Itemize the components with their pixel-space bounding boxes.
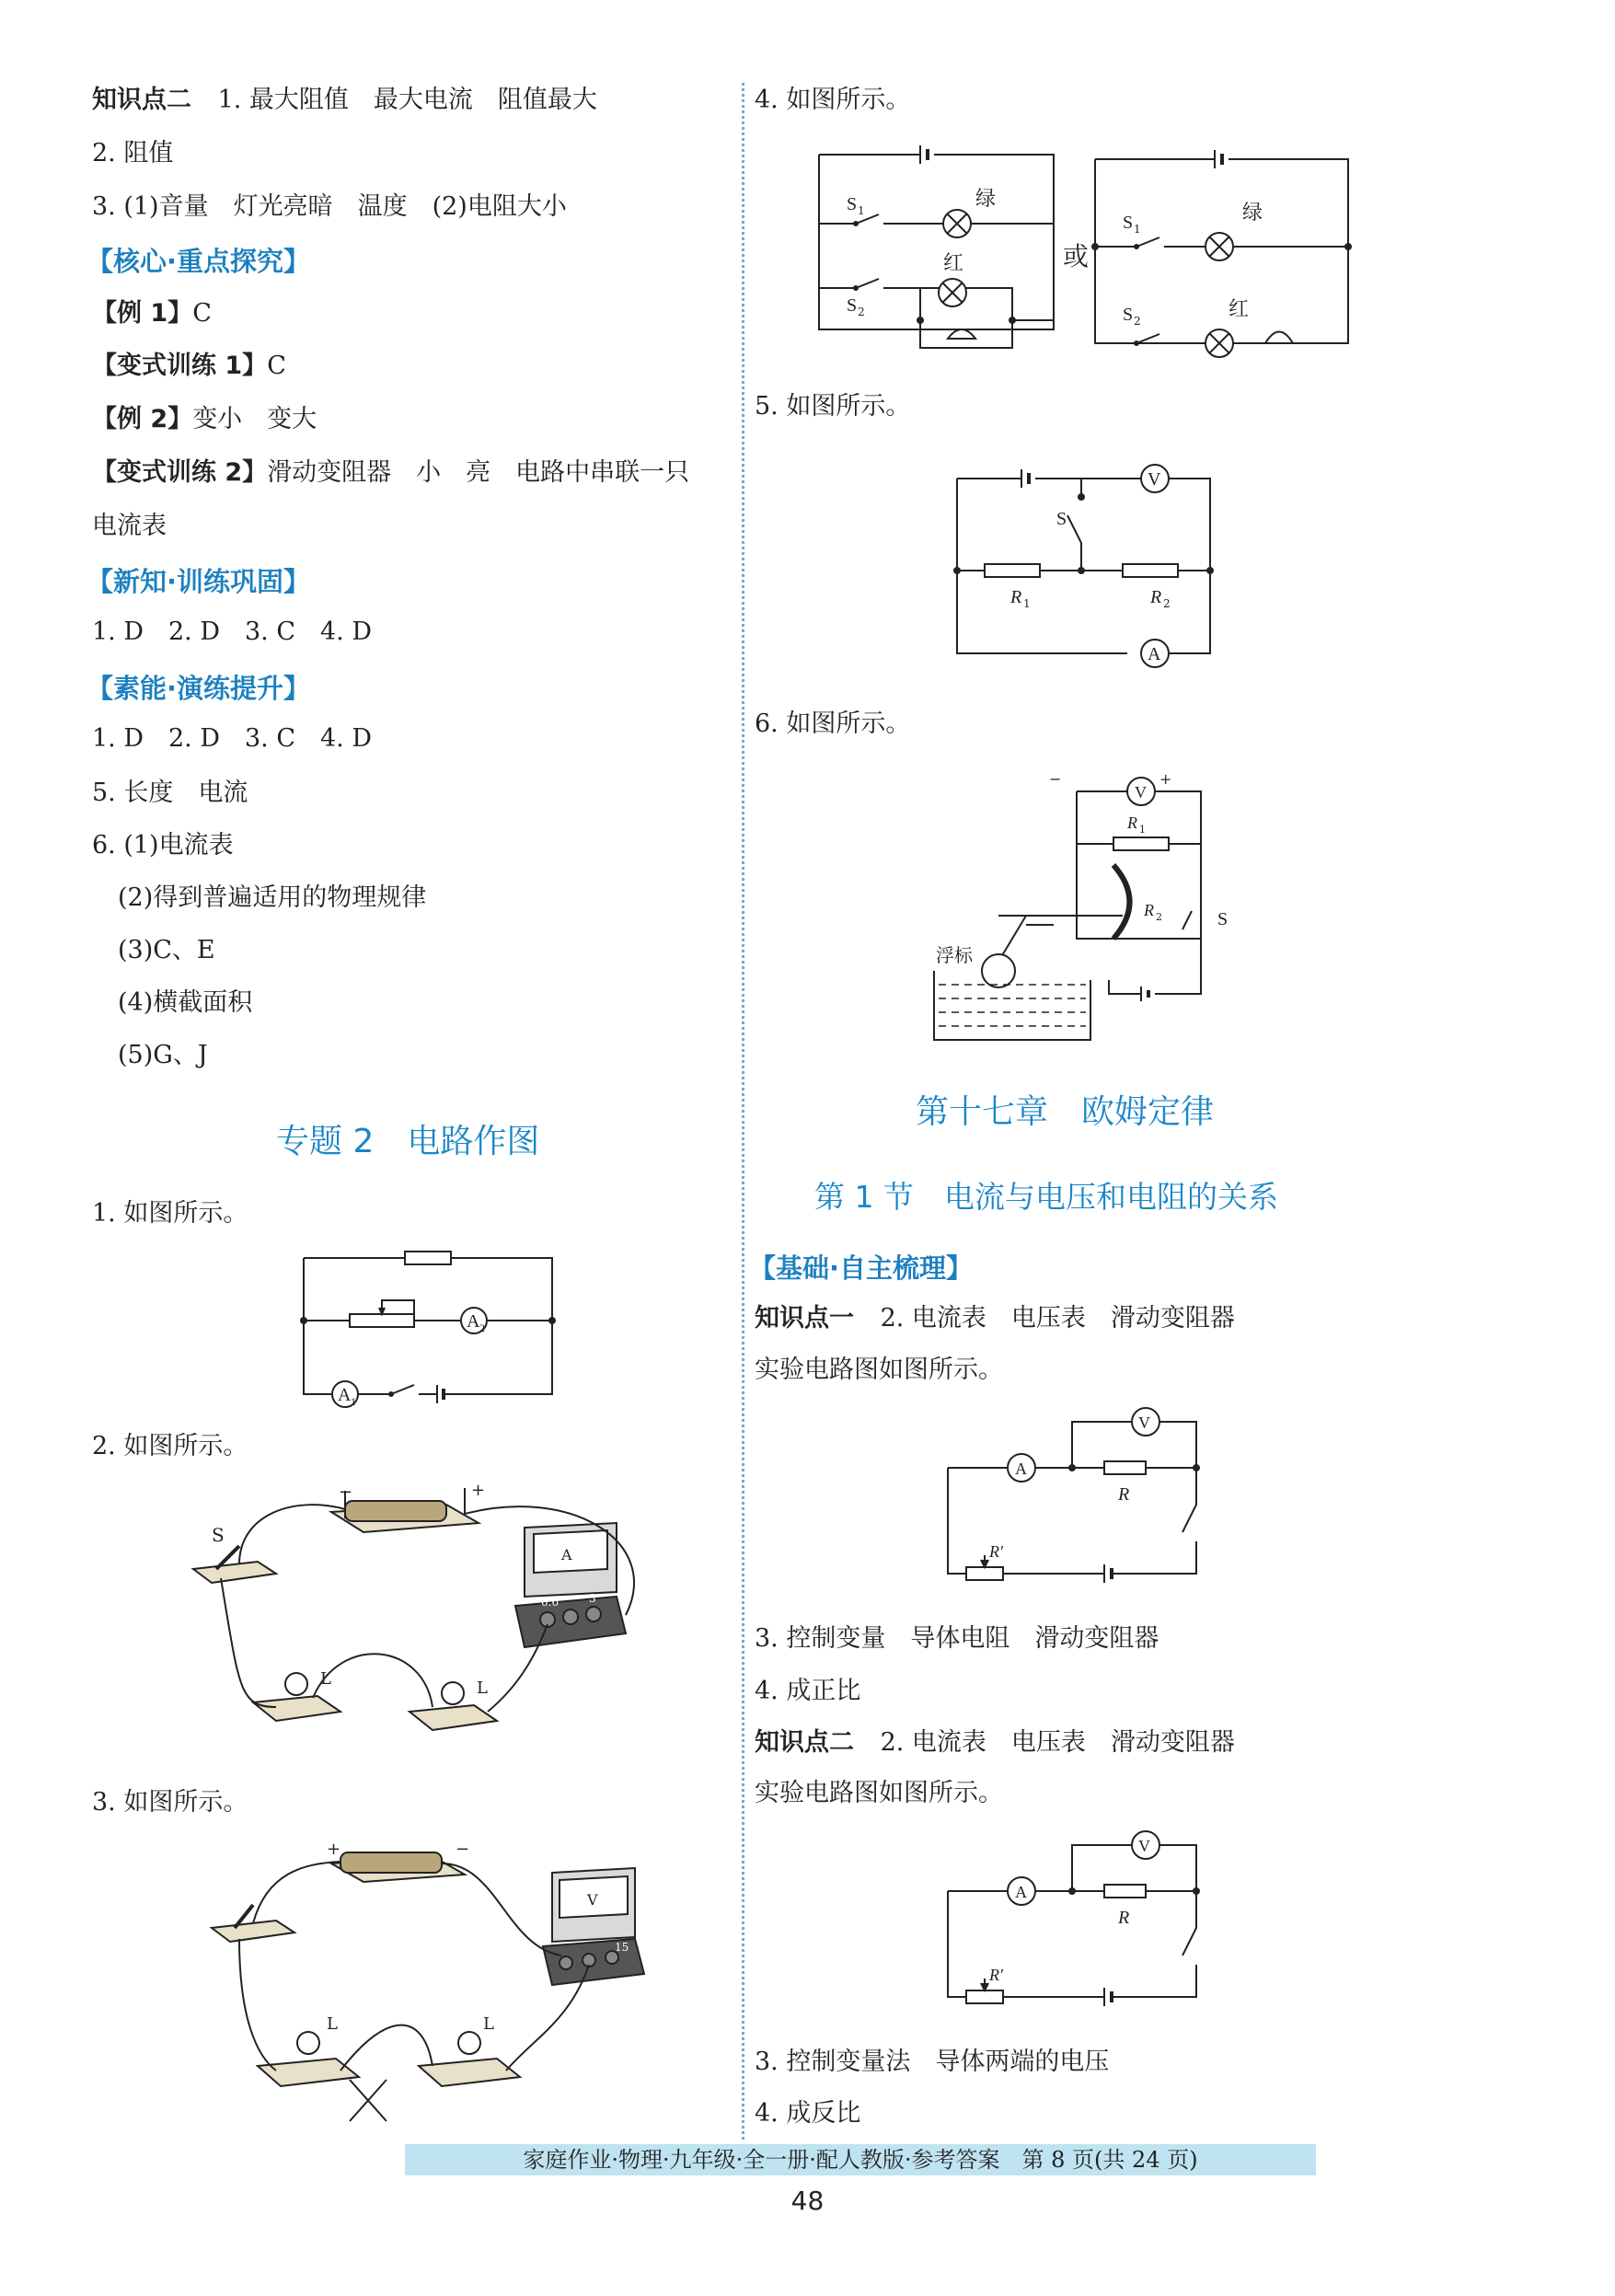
resistor-r1-label: R <box>1010 587 1022 607</box>
battery-plus: + <box>327 1840 341 1859</box>
answer-text: 滑动变阻器 小 亮 电路中串联一只 <box>267 458 690 487</box>
voltmeter-label: V <box>1148 469 1161 490</box>
red-lamp-label: 红 <box>943 252 964 275</box>
answer-line: 1. D 2. D 3. C 4. D <box>92 724 372 753</box>
resistor-r2-label: R <box>1150 587 1162 607</box>
knowledge-point-label: 知识点二 <box>92 86 191 114</box>
answer-line: 电流表 <box>92 512 167 540</box>
knowledge-point-2-line <box>92 85 597 116</box>
answer-line: 5. 长度 电流 <box>92 779 248 807</box>
topic-title: 专题 2 电路作图 <box>276 1123 540 1160</box>
voltmeter-label: V <box>587 1891 598 1909</box>
answer-line: (5)G、J <box>118 1041 208 1069</box>
example-2-line <box>92 404 317 435</box>
subscript: 2 <box>479 1321 485 1334</box>
section-heading: 【新知·训练巩固】 <box>87 566 311 597</box>
knowledge-point-1-line <box>755 1303 1235 1334</box>
circuit-diagram-q4 <box>810 136 1362 375</box>
answer-text: C <box>192 299 212 328</box>
float-label: 浮标 <box>936 944 973 966</box>
circuit-diagram-q6-fuel-gauge <box>925 773 1256 1049</box>
question-line: 1. 如图所示。 <box>92 1199 248 1228</box>
question-line: 3. 如图所示。 <box>92 1788 248 1817</box>
ammeter-label: A <box>1015 1883 1027 1901</box>
answer-line: 1. D 2. D 3. C 4. D <box>92 617 372 646</box>
resistor-r2-label: R <box>1144 901 1154 919</box>
meter-minus: − <box>1049 773 1062 788</box>
column-divider <box>742 83 744 2140</box>
subscript: 1 <box>1134 223 1141 236</box>
answer-text: 变小 变大 <box>192 405 317 433</box>
red-lamp-label: 红 <box>1229 298 1250 321</box>
voltmeter-label: V <box>1135 783 1147 802</box>
answer-text: 2. 电流表 电压表 滑动变阻器 <box>880 1304 1235 1333</box>
subscript: 1 <box>858 204 865 217</box>
answer-line: 4. 成正比 <box>755 1677 861 1705</box>
example-tag: 【例 1】 <box>92 299 193 328</box>
switch-s2-label: S <box>847 295 858 316</box>
experiment-circuit-1 <box>939 1403 1224 1601</box>
answer-line: 6. (1)电流表 <box>92 831 234 860</box>
knowledge-point-label: 知识点一 <box>755 1304 854 1333</box>
resistor-r-label: R <box>1118 1484 1130 1505</box>
circuit-diagram-q5 <box>948 460 1224 681</box>
answer-text: 1. 最大阻值 最大电流 阻值最大 <box>217 86 597 114</box>
switch-label: S <box>1056 509 1067 529</box>
example-tag: 【变式训练 1】 <box>92 352 268 380</box>
voltmeter-label: V <box>1138 1837 1150 1855</box>
meter-label: A <box>561 1546 572 1563</box>
subscript: 2 <box>1156 911 1162 923</box>
ammeter-label: A <box>1148 644 1161 664</box>
subscript: 2 <box>858 306 865 318</box>
answer-line: 3. (1)音量 灯光亮暗 温度 (2)电阻大小 <box>92 192 567 221</box>
switch-s2-label: S <box>1123 305 1134 325</box>
battery-plus: + <box>471 1481 486 1500</box>
example-1-line <box>92 298 212 329</box>
switch-s1-label: S <box>1123 213 1134 233</box>
experiment-circuit-2 <box>939 1827 1224 2025</box>
resistor-r-label: R <box>1118 1908 1130 1928</box>
lamp-l1-label: L <box>320 1669 331 1689</box>
subscript: 2 <box>1134 315 1141 328</box>
chapter-title: 第十七章 欧姆定律 <box>916 1093 1215 1131</box>
battery-minus: − <box>339 1483 353 1502</box>
subscript: 1 <box>1023 597 1031 610</box>
answer-line: 实验电路图如图所示。 <box>755 1356 1003 1384</box>
lamp-l1-label: L <box>327 2014 338 2034</box>
ammeter-a1-label: A <box>338 1385 352 1405</box>
subscript: 1 <box>351 1395 356 1408</box>
section-heading: 【核心·重点探究】 <box>87 246 311 277</box>
terminal-label: 15 <box>615 1941 629 1954</box>
knowledge-point-2-line <box>755 1727 1235 1759</box>
question-line: 2. 如图所示。 <box>92 1432 248 1460</box>
meter-plus: + <box>1159 773 1172 788</box>
answer-line: 3. 控制变量 导体电阻 滑动变阻器 <box>755 1624 1159 1653</box>
section-heading: 【素能·演练提升】 <box>87 673 311 704</box>
answer-line: 2. 阻值 <box>92 139 174 167</box>
green-lamp-label: 绿 <box>975 188 997 211</box>
physical-circuit-q3 <box>202 1836 663 2130</box>
question-line: 5. 如图所示。 <box>755 392 911 421</box>
variant-2-line <box>92 457 689 489</box>
ammeter-a2-label: A <box>467 1311 480 1332</box>
question-line: 4. 如图所示。 <box>755 86 911 114</box>
answer-line: 3. 控制变量法 导体两端的电压 <box>755 2048 1110 2076</box>
or-label: 或 <box>1063 241 1090 271</box>
ammeter-label: A <box>1015 1460 1027 1478</box>
section-title: 第 1 节 电流与电压和电阻的关系 <box>814 1179 1278 1215</box>
switch-label: S <box>1217 909 1229 929</box>
circuit-diagram-q1 <box>276 1247 561 1413</box>
battery-minus: − <box>456 1840 470 1859</box>
physical-circuit-q2 <box>184 1477 672 1744</box>
page-number: 48 <box>790 2186 825 2216</box>
rheostat-label: R′ <box>989 1542 1003 1561</box>
green-lamp-label: 绿 <box>1242 202 1263 225</box>
answer-text: C <box>267 352 286 380</box>
resistor-r1-label: R <box>1127 813 1137 832</box>
answer-line: 实验电路图如图所示。 <box>755 1779 1003 1807</box>
section-heading: 【基础·自主梳理】 <box>749 1252 974 1284</box>
variant-1-line <box>92 351 286 382</box>
terminal-label: 3 <box>589 1592 596 1605</box>
answer-line: 4. 成反比 <box>755 2099 861 2128</box>
question-line: 6. 如图所示。 <box>755 710 911 738</box>
answer-text: 2. 电流表 电压表 滑动变阻器 <box>880 1728 1235 1757</box>
lamp-l2-label: L <box>483 2014 494 2034</box>
footer-banner: 家庭作业·物理·九年级·全一册·配人教版·参考答案 第 8 页(共 24 页) <box>405 2144 1316 2175</box>
switch-label: S <box>212 1524 225 1546</box>
terminal-label: 0.6 <box>541 1596 559 1609</box>
example-tag: 【例 2】 <box>92 405 193 433</box>
lamp-l2-label: L <box>477 1679 488 1698</box>
answer-line: (4)横截面积 <box>118 988 253 1017</box>
switch-s1-label: S <box>847 194 858 214</box>
knowledge-point-label: 知识点二 <box>755 1728 854 1757</box>
subscript: 2 <box>1163 597 1171 610</box>
example-tag: 【变式训练 2】 <box>92 458 268 487</box>
voltmeter-label: V <box>1138 1413 1150 1432</box>
answer-line: (2)得到普遍适用的物理规律 <box>118 883 427 912</box>
subscript: 1 <box>1139 824 1146 836</box>
rheostat-label: R′ <box>989 1966 1003 1984</box>
answer-line: (3)C、E <box>118 936 215 964</box>
